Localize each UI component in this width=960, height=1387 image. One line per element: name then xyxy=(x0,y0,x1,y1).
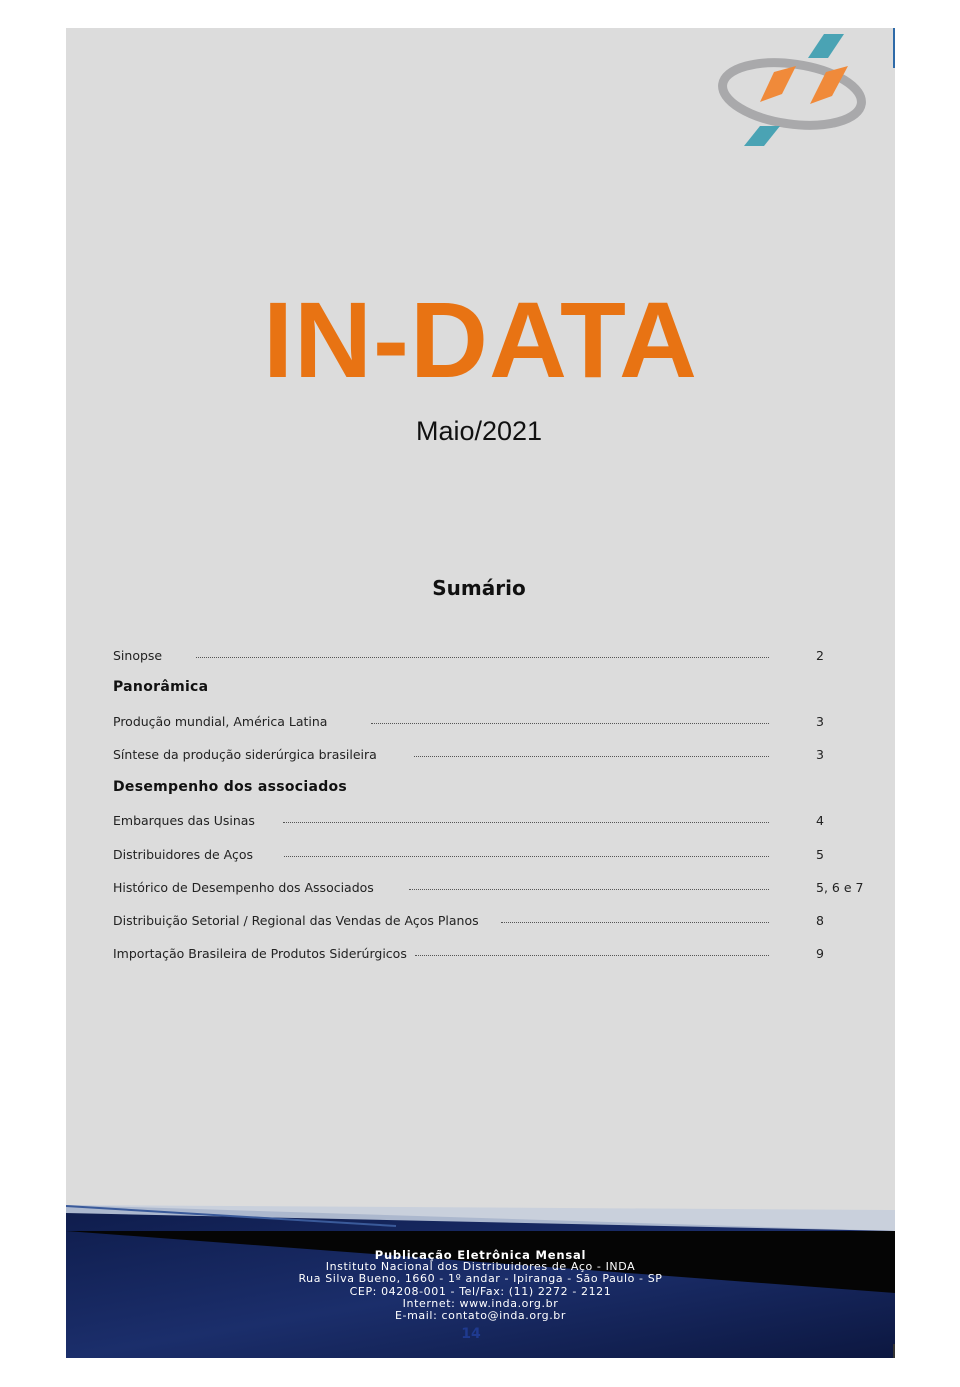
toc-entry[interactable] xyxy=(113,714,853,732)
toc-leader-dots xyxy=(415,955,769,956)
document-date: Maio/2021 xyxy=(415,416,543,446)
toc-entry-page: 5 xyxy=(816,847,824,862)
toc-leader-dots xyxy=(414,756,769,757)
toc-entry-page: 9 xyxy=(816,946,824,961)
footer-phone: CEP: 04208-001 - Tel/Fax: (11) 2272 - 2121 xyxy=(349,1284,612,1298)
toc-entry[interactable] xyxy=(113,847,873,865)
toc-entry-sinopse[interactable] xyxy=(113,648,853,666)
toc-section-desempenho: Desempenho dos associados xyxy=(113,779,348,795)
toc-leader-dots xyxy=(409,889,769,890)
toc-entry-page: 3 xyxy=(816,714,824,729)
toc-leader-dots xyxy=(283,822,769,823)
toc-entry-label: Produção mundial, América Latina xyxy=(113,714,328,729)
footer-institute: Instituto Nacional dos Distribuidores de Aço - INDA xyxy=(325,1260,636,1274)
corner-accent-line xyxy=(893,28,895,68)
footer-contact-block xyxy=(66,1249,895,1322)
toc-entry[interactable] xyxy=(113,813,873,831)
footer-address: Rua Silva Bueno, 1660 - 1º andar - Ipiranga - São Paulo - SP xyxy=(298,1272,663,1286)
toc-entry[interactable] xyxy=(113,946,873,964)
toc-entry-page: 3 xyxy=(816,747,824,762)
toc-leader-dots xyxy=(501,922,769,923)
toc-entry[interactable] xyxy=(113,747,853,765)
toc-heading: Sumário xyxy=(432,576,526,600)
toc-entry-label: Síntese da produção siderúrgica brasileira xyxy=(113,747,377,762)
toc-entry-label: Sinopse xyxy=(113,648,163,663)
page-number: 14 xyxy=(461,1326,481,1342)
toc-entry-page: 2 xyxy=(816,648,824,663)
toc-leader-dots xyxy=(371,723,769,724)
toc-entry-page: 4 xyxy=(816,813,824,828)
toc-leader-dots xyxy=(196,657,769,658)
toc-entry-label: Histórico de Desempenho dos Associados xyxy=(113,880,374,895)
toc-entry-page: 5, 6 e 7 xyxy=(816,880,864,895)
toc-section-panoramica: Panorâmica xyxy=(113,679,209,695)
toc-entry-page: 8 xyxy=(816,913,824,928)
corner-accent-line xyxy=(893,1344,895,1358)
footer-email[interactable]: E-mail: contato@inda.org.br xyxy=(394,1309,567,1323)
inda-logo-icon xyxy=(716,32,868,148)
toc-leader-dots xyxy=(284,856,769,857)
footer-website[interactable]: Internet: www.inda.org.br xyxy=(402,1296,559,1310)
toc-entry-label: Importação Brasileira de Produtos Siderúrgicos xyxy=(113,946,407,961)
toc-entry[interactable] xyxy=(113,880,873,898)
toc-entry[interactable] xyxy=(113,913,873,931)
toc-entry-label: Embarques das Usinas xyxy=(113,813,255,828)
footer-publication: Publicação Eletrônica Mensal xyxy=(374,1248,587,1262)
document-title: IN-DATA xyxy=(263,279,698,400)
toc-entry-label: Distribuidores de Aços xyxy=(113,847,254,862)
toc-entry-label: Distribuição Setorial / Regional das Vendas de Aços Planos xyxy=(113,913,479,928)
